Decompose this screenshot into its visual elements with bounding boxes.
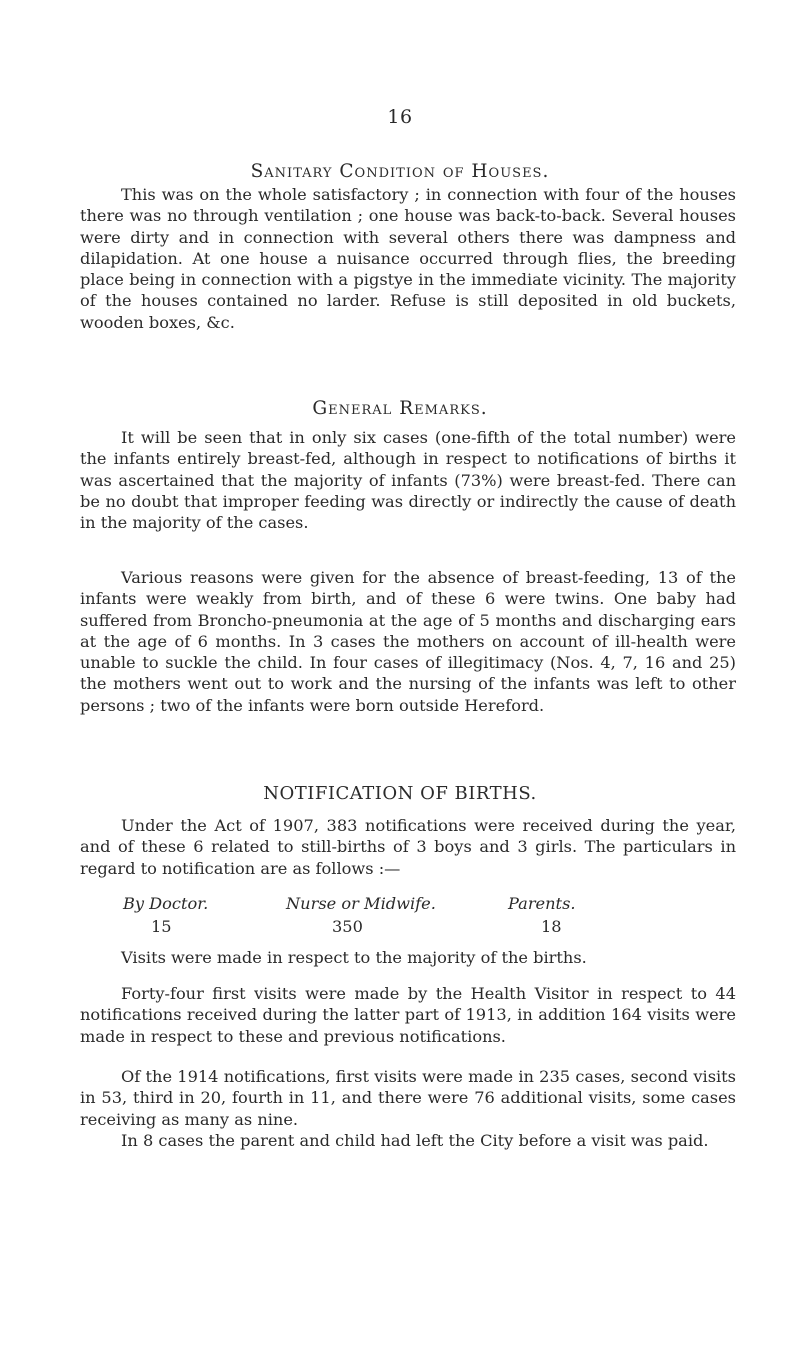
paragraph-notification-4: In 8 cases the parent and child had left the City before a visit was paid. [121, 1131, 709, 1150]
table-value-doctor: 15 [151, 917, 172, 936]
paragraph-notification-3: Of the 1914 notifications, first visits were made in 235 cases, second visits in 53, third in 20, fourth in 11, and there were 76 additional visits, some cases receiving as many as nine. [80, 1067, 736, 1129]
table-value-parents: 18 [541, 917, 562, 936]
section-heading-general: General Remarks. [312, 398, 488, 419]
section-heading-sanitary: Sanitary Condition of Houses. [250, 161, 550, 182]
table-header-parents: Parents. [508, 894, 576, 913]
page-number: 16 [387, 106, 413, 128]
table-value-nurse-midwife: 350 [332, 917, 363, 936]
table-header-nurse-midwife: Nurse or Midwife. [286, 894, 436, 913]
paragraph-general-2: Various reasons were given for the absence of breast-feeding, 13 of the infants were weakly from birth, and of these 6 were twins. One baby had suffered from Broncho-pneumonia at the age of 5 months and discharging ears at the age of 6 months. In 3 cases the mothers on account of ill-health were unable to suckle the child. In four cases of illegitimacy (Nos. 4, 7, 16 and 25) the mothers went out to work and the nursing of the infants was left to other persons ; two of the infants were born outside Hereford. [80, 568, 736, 715]
paragraph-notification-1: Visits were made in respect to the majority of the births. [121, 948, 587, 967]
table-header-doctor: By Doctor. [123, 894, 209, 913]
section-heading-notification: NOTIFICATION OF BIRTHS. [263, 783, 537, 804]
paragraph-sanitary: This was on the whole satisfactory ; in connection with four of the houses there was no through ventilation ; one house was back-to-back. Several houses were dirty and in connection with several others there was dampness and dilapidation. At one house a nuisance occurred through flies, the breeding place being in connection with a pigstye in the immediate vicinity. The majority of the houses contained no larder. Refuse is still deposited in old buckets, wooden boxes, &c. [80, 185, 736, 332]
paragraph-notification-intro: Under the Act of 1907, 383 notifications were received during the year, and of these 6 related to still-births of 3 boys and 3 girls. The particulars in regard to notification are as follows :— [80, 816, 736, 878]
paragraph-general-1: It will be seen that in only six cases (one-fifth of the total number) were the infants entirely breast-fed, although in respect to notifications of births it was ascertained that the majority of infants (73%) were breast-fed. There can be no doubt that improper feeding was directly or indirectly the cause of death in the majority of the cases. [80, 428, 736, 533]
paragraph-notification-2: Forty-four first visits were made by the Health Visitor in respect to 44 notifications received during the latter part of 1913, in addition 164 visits were made in respect to these and previous notifications. [80, 984, 736, 1046]
